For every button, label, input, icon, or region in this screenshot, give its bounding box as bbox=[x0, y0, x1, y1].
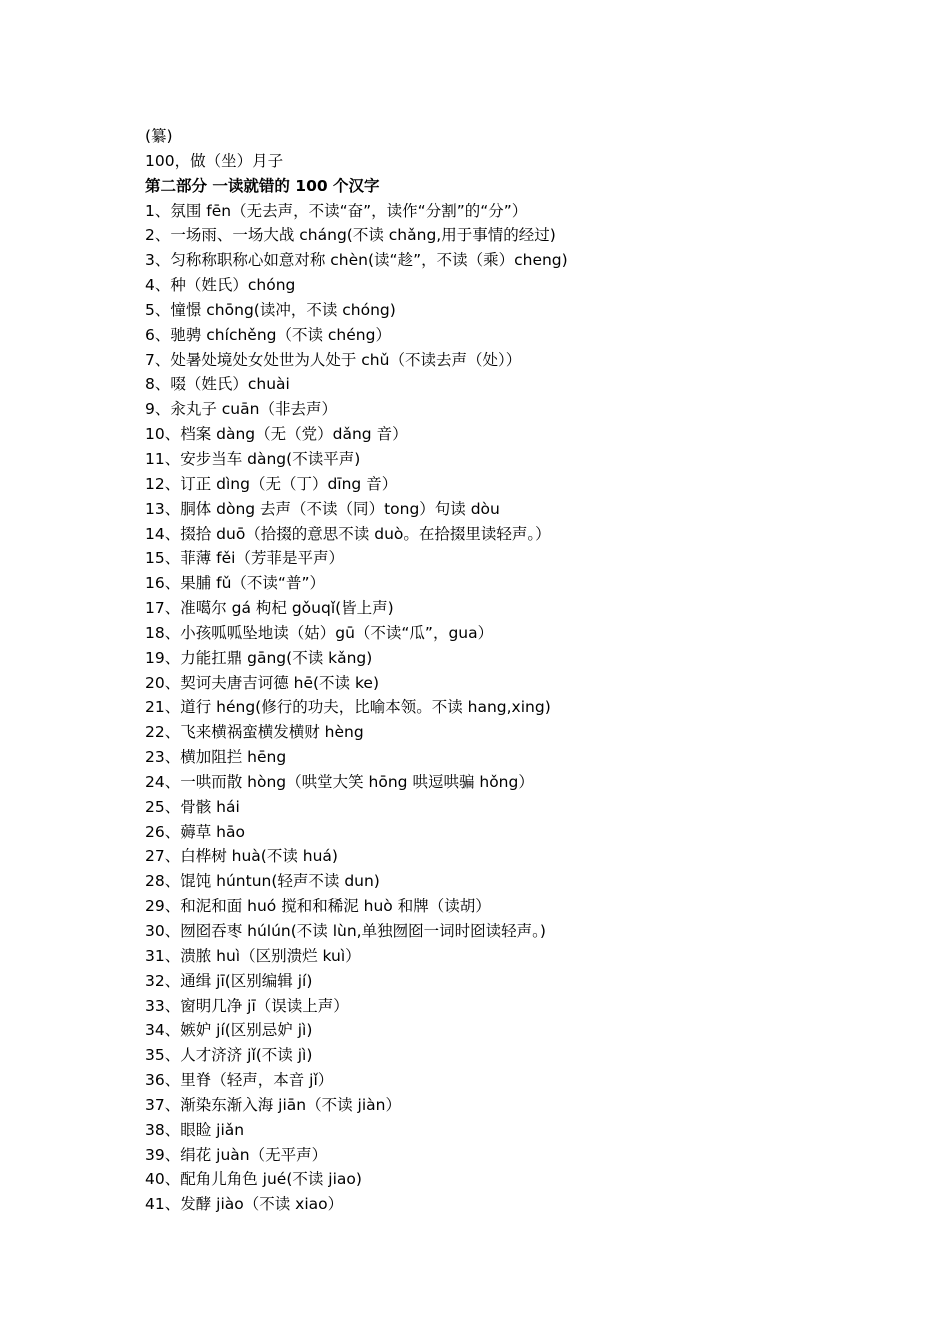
list-item: 22、飞来横祸蛮横发横财 hèng bbox=[145, 723, 364, 742]
list-item: 4、种（姓氏）chóng bbox=[145, 276, 296, 295]
list-item: 29、和泥和面 huó 搅和和稀泥 huò 和牌（读胡） bbox=[145, 897, 491, 916]
list-item: 24、一哄而散 hòng（哄堂大笑 hōng 哄逗哄骗 hǒng） bbox=[145, 772, 534, 791]
list-item: 21、道行 héng(修行的功夫，比喻本领。不读 hang,xing) bbox=[145, 698, 551, 717]
section-heading: 第二部分 一读就错的 100 个汉字 bbox=[145, 176, 380, 195]
list-item: 14、掇拾 duō（拾掇的意思不读 duò。在拾掇里读轻声。） bbox=[145, 524, 551, 543]
list-item: 38、眼睑 jiǎn bbox=[145, 1120, 245, 1139]
list-item: 16、果脯 fǔ（不读“普”） bbox=[145, 574, 325, 593]
list-item: 20、契诃夫唐吉诃德 hē(不读 ke) bbox=[145, 673, 379, 692]
list-item: 34、嫉妒 jí(区别忌妒 jì) bbox=[145, 1021, 313, 1040]
list-item: 39、绢花 juàn（无平声） bbox=[145, 1145, 328, 1164]
list-item: 35、人才济济 jǐ(不读 jì) bbox=[145, 1046, 313, 1065]
list-item: 1、氛围 fēn（无去声，不读“奋”，读作“分割”的“分”） bbox=[145, 201, 528, 220]
list-item: 9、汆丸子 cuān（非去声） bbox=[145, 400, 337, 419]
list-item: 19、力能扛鼎 gāng(不读 kǎng) bbox=[145, 648, 373, 667]
list-item: 26、薅草 hāo bbox=[145, 822, 245, 841]
text-line: (纂) bbox=[145, 127, 173, 145]
list-item: 15、菲薄 fěi（芳菲是平声） bbox=[145, 549, 344, 568]
list-item: 3、匀称称职称心如意对称 chèn(读“趁”，不读（乘）cheng) bbox=[145, 251, 568, 270]
list-item: 5、憧憬 chōng(读冲，不读 chóng) bbox=[145, 300, 396, 319]
list-item: 2、一场雨、一场大战 cháng(不读 chǎng,用于事情的经过) bbox=[145, 226, 556, 245]
list-item: 37、渐染东渐入海 jiān（不读 jiàn） bbox=[145, 1095, 401, 1114]
list-item: 17、准噶尔 gá 枸杞 gǒuqǐ(皆上声) bbox=[145, 599, 394, 618]
list-item: 32、通缉 jī(区别编辑 jí) bbox=[145, 971, 313, 990]
list-item: 6、驰骋 chíchěng（不读 chéng） bbox=[145, 325, 391, 344]
list-item: 11、安步当车 dàng(不读平声) bbox=[145, 449, 361, 468]
list-item: 33、窗明几净 jī（误读上声） bbox=[145, 996, 349, 1015]
list-item: 40、配角儿角色 jué(不读 jiao) bbox=[145, 1170, 362, 1189]
list-item: 28、馄饨 húntun(轻声不读 dun) bbox=[145, 872, 380, 891]
document-body bbox=[145, 124, 905, 1217]
list-item: 23、横加阻拦 hēng bbox=[145, 748, 287, 767]
list-item: 7、处暑处境处女处世为人处于 chǔ（不读去声（处）） bbox=[145, 350, 522, 369]
list-item: 31、溃脓 huì（区别溃烂 kuì） bbox=[145, 946, 361, 965]
list-item: 18、小孩呱呱坠地读（姑）gū（不读“瓜”，gua） bbox=[145, 623, 494, 642]
list-item: 27、白桦树 huà(不读 huá) bbox=[145, 847, 338, 866]
list-item: 25、骨骸 hái bbox=[145, 797, 240, 816]
list-item: 36、里脊（轻声，本音 jǐ） bbox=[145, 1071, 334, 1090]
list-item: 13、胴体 dòng 去声（不读（同）tong）句读 dòu bbox=[145, 499, 500, 518]
text-line: 100，做（坐）月子 bbox=[145, 151, 284, 170]
list-item: 41、发酵 jiào（不读 xiao） bbox=[145, 1195, 344, 1214]
list-item: 30、囫囵吞枣 húlún(不读 lùn,单独囫囵一词时囵读轻声。) bbox=[145, 922, 546, 940]
list-item: 10、档案 dàng（无（党）dǎng 音） bbox=[145, 425, 408, 444]
list-item: 12、订正 dìng（无（丁）dīng 音） bbox=[145, 474, 398, 493]
list-item: 8、啜（姓氏）chuài bbox=[145, 375, 290, 394]
